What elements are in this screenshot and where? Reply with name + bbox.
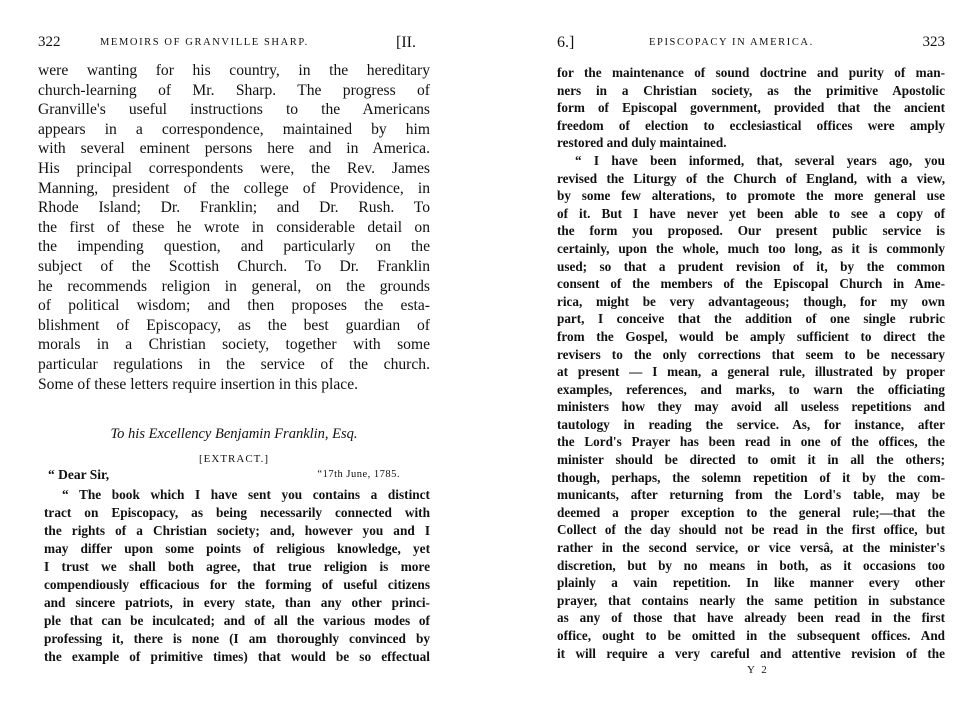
text-line: consent of the members of the Episcopal Church in Ame- bbox=[557, 276, 945, 292]
text-line: municants, after returning from the Lord's table, may be bbox=[557, 487, 945, 503]
text-line: “ The book which I have sent you contains a distinct bbox=[62, 487, 430, 502]
right-page bbox=[557, 0, 945, 701]
right-page-header bbox=[557, 34, 945, 54]
text-line: Manning, president of the college of Providence, in bbox=[38, 179, 430, 197]
text-line: deemed a proper exception to the general rule;—that the bbox=[557, 504, 945, 520]
text-line: Some of these letters require insertion in this place. bbox=[38, 375, 359, 393]
text-line: morals in a Christian society, together with some bbox=[38, 336, 430, 354]
letter-salutation: “ Dear Sir, bbox=[48, 467, 110, 482]
text-line: for the maintenance of sound doctrine and purity of man- bbox=[557, 65, 945, 80]
text-line: Granville's useful instructions to the Americans bbox=[38, 101, 430, 119]
text-line: ners in a Christian society, as the primitive Apostolic bbox=[557, 82, 945, 98]
page-number: 322 bbox=[38, 34, 61, 50]
text-line: may differ upon some points of religious knowledge, yet bbox=[44, 541, 430, 556]
text-line: rica, might be very advantageous; though, for my own bbox=[557, 293, 945, 309]
text-line: plainly a vain repetition. In like manner every other bbox=[557, 575, 945, 591]
text-line: freedom of election to ecclesiastical offices were amply bbox=[557, 117, 945, 133]
letter-date: “17th June, 1785. bbox=[317, 469, 400, 480]
text-line: Collect of the day should not be read in the first office, but bbox=[557, 522, 945, 538]
text-line: used; so that a prudent revision of it, by the common bbox=[557, 258, 945, 274]
extract-label: [EXTRACT.] bbox=[199, 453, 269, 465]
text-line: part, I conceive that the addition of one single rubric bbox=[557, 311, 945, 327]
text-line: at present — I mean, a general rule, illustrated by proper bbox=[557, 364, 945, 380]
text-line: office, ought to be omitted in the subsequent offices. And bbox=[557, 628, 945, 643]
text-line: particular regulations in the service of the church. bbox=[38, 355, 430, 373]
text-line: as any of those that have already been read in the first bbox=[557, 610, 945, 626]
letter-body bbox=[44, 486, 430, 666]
text-line: subject of the Scottish Church. To Dr. Franklin bbox=[38, 257, 430, 275]
letter-continuation bbox=[557, 64, 945, 662]
text-line: appears in a correspondence, maintained by him bbox=[38, 120, 430, 138]
text-line: certainly, upon the whole, much too long, as it is commonly bbox=[557, 240, 945, 256]
text-line: revised the Liturgy of the Church of England, with a view, bbox=[557, 170, 945, 186]
running-head: MEMOIRS OF GRANVILLE SHARP. bbox=[100, 37, 309, 48]
text-line: of it. But I have never yet been able to see a copy of bbox=[557, 205, 945, 221]
text-line: ministers how they may avoid all useless repetitions and bbox=[557, 399, 945, 415]
text-line: though, perhaps, the solemn repetition of it by the com- bbox=[557, 469, 945, 485]
text-line: blishment of Episcopacy, as the best guardian of bbox=[38, 316, 430, 334]
text-line: “ I have been informed, that, several years ago, you bbox=[575, 152, 945, 168]
text-line: revisers to the only corrections that seem to be necessary bbox=[557, 346, 945, 362]
text-line: the Lord's Prayer has been read in one of the offices, the bbox=[557, 434, 945, 450]
text-line: I trust we shall both agree, that true religion is more bbox=[44, 559, 430, 574]
text-line: form of Episcopal government, provided that the ancient bbox=[557, 100, 945, 116]
text-line: of political wisdom; and then proposes the esta- bbox=[38, 297, 430, 315]
text-line: professing it, there is none (I am thoroughly convinced by bbox=[44, 631, 430, 646]
text-line: restored and duly maintained. bbox=[557, 135, 727, 151]
page-number: 323 bbox=[922, 34, 945, 50]
running-head: EPISCOPACY IN AMERICA. bbox=[649, 37, 814, 48]
text-line: His principal correspondents were, the Rev. James bbox=[38, 159, 430, 177]
text-line: prayer, that contains nearly the same petition in substance bbox=[557, 592, 945, 608]
text-line: the first of these he wrote in considerable detail on bbox=[38, 218, 430, 236]
body-paragraph bbox=[38, 61, 430, 394]
text-line: ple that can be inculcated; and of all the various modes of bbox=[44, 613, 430, 628]
text-line: church-learning of Mr. Sharp. The progress of bbox=[38, 81, 430, 99]
text-line: with several eminent persons here and in America. bbox=[38, 140, 430, 158]
text-line: from the Gospel, would be amply sufficient to direct the bbox=[557, 328, 945, 344]
text-line: tautology in reading the service. As, for instance, after bbox=[557, 416, 945, 432]
text-line: it will require a very careful and attentive revision of the bbox=[557, 645, 945, 661]
text-line: compendiously efficacious for the forming of useful citizens bbox=[44, 577, 430, 592]
text-line: examples, references, and marks, to warn the officiating bbox=[557, 381, 945, 397]
left-page-header bbox=[38, 34, 430, 54]
text-line: minister should be directed to omit it in all the others; bbox=[557, 452, 945, 468]
text-line: the form you proposed. Our present public service is bbox=[557, 223, 945, 239]
text-line: the impending question, and particularly on the bbox=[38, 238, 430, 256]
text-line: were wanting for his country, in the hereditary bbox=[38, 62, 430, 79]
text-line: by some few alterations, to promote the more general use bbox=[557, 188, 945, 204]
signature-mark: Y 2 bbox=[747, 664, 769, 676]
text-line: and sincere patriots, in every state, than any other princi- bbox=[44, 595, 430, 610]
text-line: discretion, but by no means in both, as it occasions too bbox=[557, 557, 945, 573]
text-line: tract on Episcopacy, as being necessarily connected with bbox=[44, 505, 430, 520]
text-line: the example of primitive times) that would be so effectual bbox=[44, 649, 430, 664]
text-line: he recommends religion in general, on the grounds bbox=[38, 277, 430, 295]
chapter-mark: 6.] bbox=[557, 34, 575, 51]
text-line: rather in the second service, or vice versâ, at the minister's bbox=[557, 540, 945, 556]
text-line: the rights of a Christian society; and, however you and I bbox=[44, 523, 430, 538]
chapter-mark: [II. bbox=[396, 34, 416, 51]
left-page bbox=[38, 0, 430, 701]
text-line: Rhode Island; Dr. Franklin; and Dr. Rush. To bbox=[38, 199, 430, 217]
letter-address: To his Excellency Benjamin Franklin, Esq. bbox=[110, 426, 358, 442]
